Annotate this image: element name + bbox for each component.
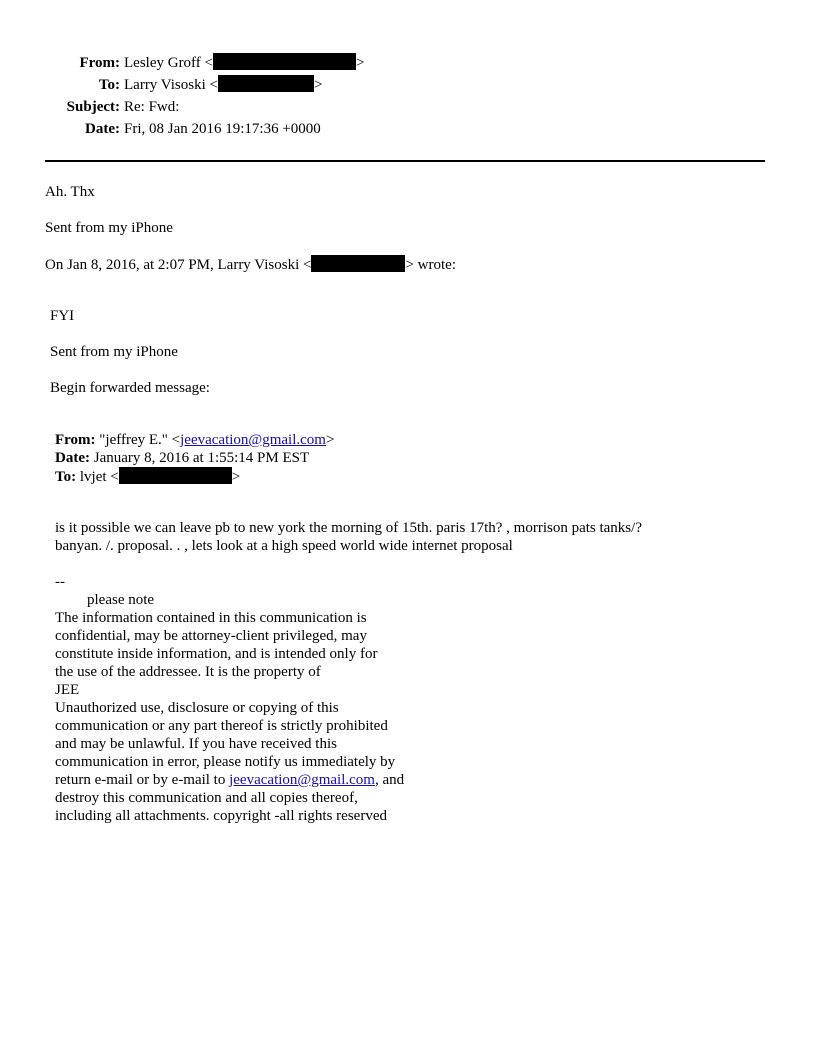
return-prefix: return e-mail or by e-mail to xyxy=(55,772,230,788)
quote-attribution xyxy=(45,255,456,274)
forwarded-to-label: To: xyxy=(55,469,77,485)
quoted-sent-from: Sent from my iPhone xyxy=(50,344,178,360)
disclaimer-line: destroy this communication and all copies thereof, xyxy=(55,790,358,806)
disclaimer-line: Unauthorized use, disclosure or copying of this xyxy=(55,700,339,716)
redaction-block xyxy=(311,255,405,272)
forwarded-to-close: > xyxy=(231,469,241,485)
quoted-fyi: FYI xyxy=(50,308,75,324)
body-line: is it possible we can leave pb to new york the morning of 15th. paris 17th? , morrison pats tanks/? xyxy=(55,520,642,536)
disclaimer-line: JEE xyxy=(55,682,80,698)
forwarded-from-close: > xyxy=(325,432,335,448)
quote-prefix: On Jan 8, 2016, at 2:07 PM, Larry Visoski < xyxy=(45,257,312,273)
forwarded-to-name: lvjet < xyxy=(79,469,119,485)
signature-note: please note xyxy=(87,592,155,608)
signature-separator: -- xyxy=(55,574,65,590)
disclaimer-line: The information contained in this communication is xyxy=(55,610,367,626)
from-name: Lesley Groff < xyxy=(124,55,213,71)
forwarded-to-row xyxy=(55,467,240,486)
header-divider xyxy=(45,160,765,162)
return-email-link[interactable]: jeevacation@gmail.com xyxy=(229,772,375,788)
subject-label: Subject: xyxy=(66,99,120,115)
disclaimer-line: communication or any part thereof is strictly prohibited xyxy=(55,718,388,734)
header-to-row xyxy=(0,75,816,97)
quote-suffix: > wrote: xyxy=(405,257,456,273)
subject-value: Re: Fwd: xyxy=(124,99,180,115)
disclaimer-line: including all attachments. copyright -all rights reserved xyxy=(55,808,387,824)
forwarded-date-row xyxy=(55,449,309,467)
email-header xyxy=(0,53,816,141)
header-subject-row xyxy=(0,97,816,119)
header-date-row xyxy=(0,119,816,141)
to-name: Larry Visoski < xyxy=(124,77,218,93)
redaction-block xyxy=(119,467,232,484)
from-value xyxy=(124,53,364,73)
disclaimer-line: confidential, may be attorney-client privileged, may xyxy=(55,628,367,644)
header-from-row xyxy=(0,53,816,75)
forwarded-from-email-link[interactable]: jeevacation@gmail.com xyxy=(180,432,326,448)
date-label: Date: xyxy=(85,121,120,137)
to-label: To: xyxy=(98,77,120,93)
forwarded-date-value: January 8, 2016 at 1:55:14 PM EST xyxy=(93,450,310,466)
forwarded-from-row xyxy=(55,431,334,449)
to-value xyxy=(124,75,322,95)
forwarded-intro: Begin forwarded message: xyxy=(50,380,210,396)
body-line: banyan. /. proposal. . , lets look at a high speed world wide internet proposal xyxy=(55,538,513,554)
to-close: > xyxy=(313,77,323,93)
forwarded-from-name: "jeffrey E." < xyxy=(99,432,181,448)
disclaimer-line: the use of the addressee. It is the property of xyxy=(55,664,321,680)
redaction-block xyxy=(213,53,356,70)
from-close: > xyxy=(356,55,365,71)
disclaimer-line: constitute inside information, and is intended only for xyxy=(55,646,378,662)
date-value: Fri, 08 Jan 2016 19:17:36 +0000 xyxy=(124,121,321,137)
disclaimer-line: and may be unlawful. If you have received this xyxy=(55,736,337,752)
forwarded-from-label: From: xyxy=(55,432,96,448)
forwarded-date-label: Date: xyxy=(55,450,90,466)
disclaimer-return-line xyxy=(55,771,404,789)
redaction-block xyxy=(218,75,314,92)
disclaimer-line: communication in error, please notify us immediately by xyxy=(55,754,396,770)
reply-signature: Sent from my iPhone xyxy=(45,220,173,236)
reply-line: Ah. Thx xyxy=(45,184,95,200)
from-label: From: xyxy=(79,55,120,71)
return-suffix: , and xyxy=(374,772,405,788)
